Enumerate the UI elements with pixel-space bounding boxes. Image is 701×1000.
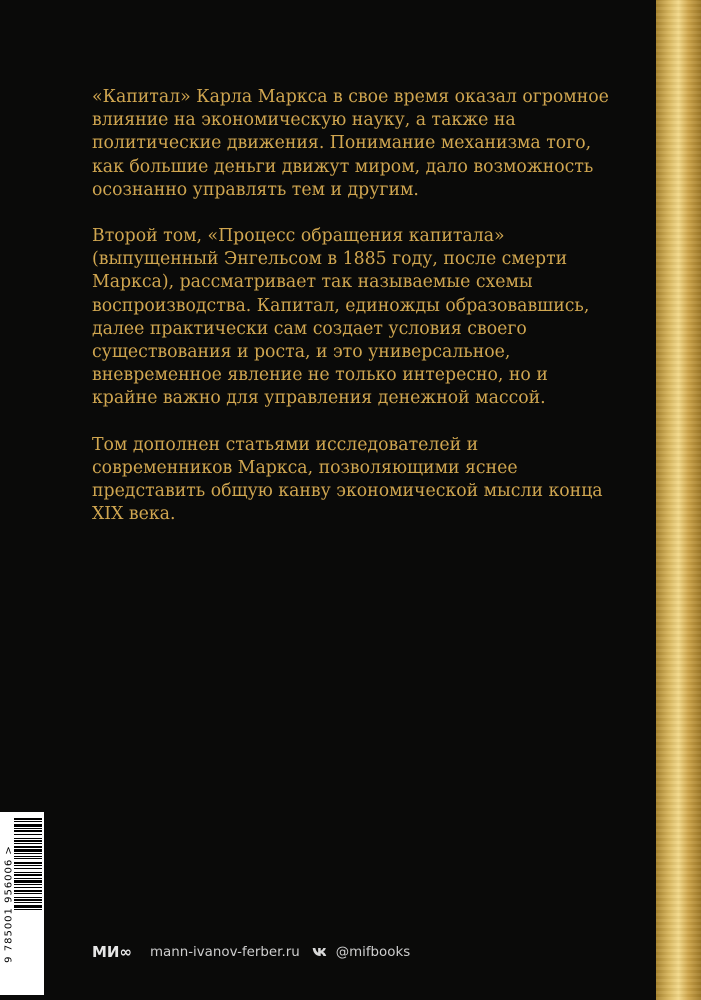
social-handle[interactable]: @mifbooks: [335, 944, 411, 960]
gold-spine-strip: [656, 0, 701, 1000]
blurb-paragraph-1: «Капитал» Карла Маркса в свое время оказал огромное влияние на экономическую науку, а также на политические движения. Понимание механизма того, как большие деньги движут миром, дало возможность осознанно управлять тем и другим.: [92, 87, 609, 200]
barcode-bars: [14, 818, 42, 989]
publisher-website[interactable]: mann-ivanov-ferber.ru: [149, 944, 300, 960]
blurb-paragraph-2: Второй том, «Процесс обращения капитала» (выпущенный Энгельсом в 1885 году, после смерти Маркса), рассматривает так называемые схемы воспроизводства. Капитал, единожды образовавшись, далее практически сам создает условия своего существования и роста, и это универсальное, вневременное явление не только интересно, но и крайне важно для управления денежной массой.: [92, 226, 590, 409]
barcode-digits: 9 785001 956006 >: [3, 844, 14, 963]
blurb-text: [92, 86, 612, 549]
blurb-paragraph-3: Том дополнен статьями исследователей и современников Маркса, позволяющими яснее представить общую канву экономической мысли конца XIX века.: [92, 434, 603, 525]
isbn-barcode: [0, 812, 44, 995]
footer: [92, 941, 410, 963]
vk-icon[interactable]: [312, 947, 328, 957]
publisher-logo: МИ∞: [92, 943, 132, 961]
